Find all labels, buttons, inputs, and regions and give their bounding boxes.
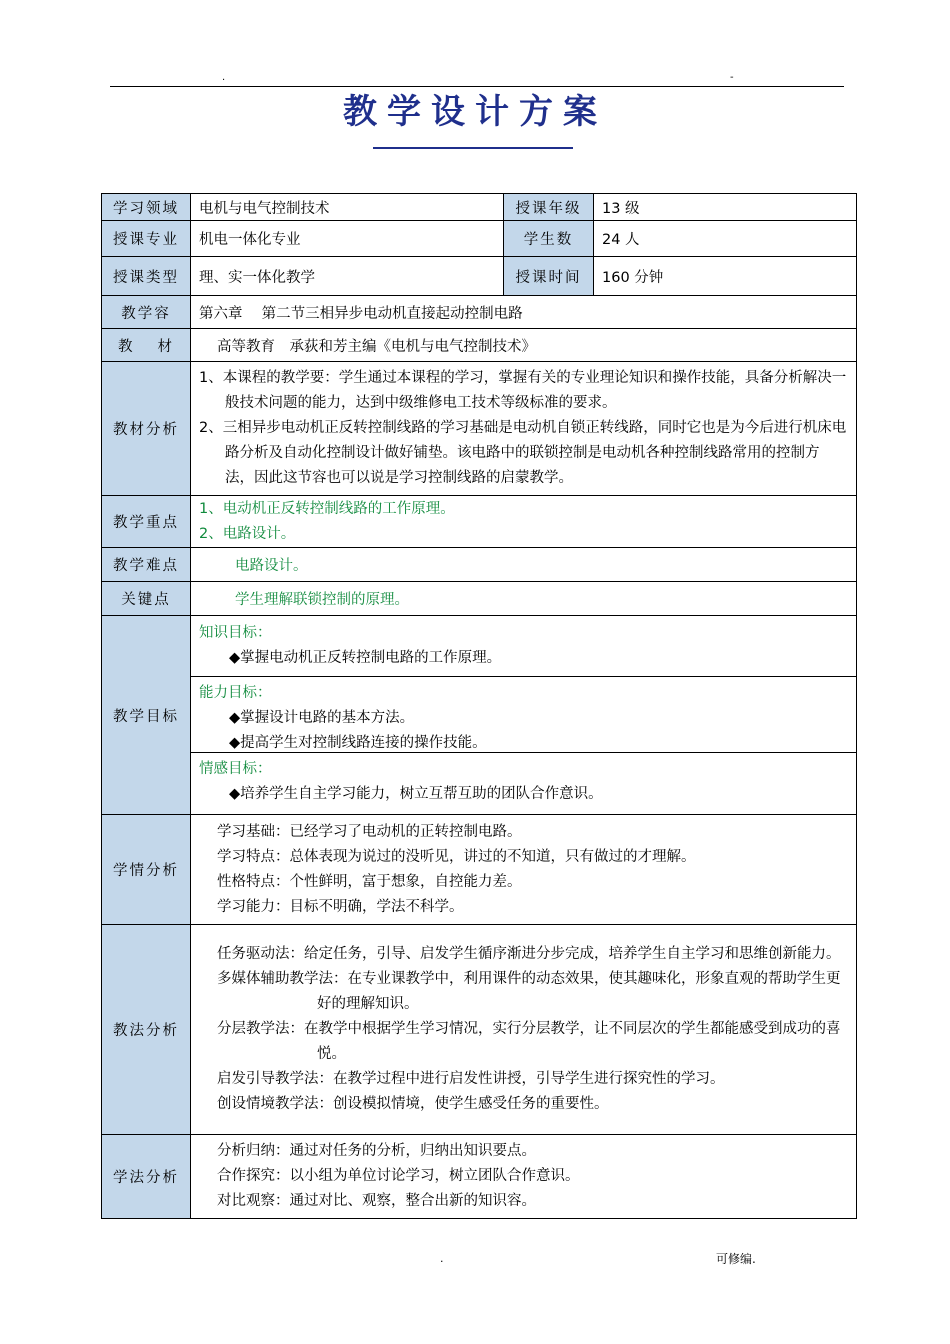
header-rule (110, 86, 844, 87)
study-item: 合作探究：以小组为单位讨论学习，树立团队合作意识。 (217, 1168, 580, 1184)
type-label: 授课类型 (102, 257, 191, 296)
field-label: 学习领域 (102, 194, 191, 221)
analysis-content (191, 362, 857, 496)
time-value: 160 分钟 (594, 257, 857, 296)
method-item: 分层教学法：在教学中根据学生学习情况，实行分层教学，让不同层次的学生都能感受到成功的喜悦。 (217, 1021, 841, 1062)
key-point-item: 1、电动机正反转控制线路的工作原理。 (199, 500, 455, 517)
emotion-item: ◆培养学生自主学习能力，树立互帮互助的团队合作意识。 (229, 786, 603, 802)
emotion-objectives (191, 753, 856, 813)
header-left-mark: . (222, 72, 226, 83)
learner-item: 学习基础：已经学习了电动机的正转控制电路。 (217, 823, 522, 840)
footer-dot: . (440, 1252, 444, 1265)
analysis-item: 1、本课程的教学要：学生通过本课程的学习，掌握有关的专业理论知识和操作技能，具备分析解决一般技术问题的能力，达到中级维修电工技术等级标准的要求。 (199, 370, 847, 411)
count-label: 学生数 (504, 221, 594, 257)
learner-item: 学习能力：目标不明确，学法不科学。 (217, 898, 464, 915)
book-label: 教 材 (102, 329, 191, 362)
type-value: 理、实一体化教学 (191, 257, 504, 296)
difficulty-label: 教学难点 (102, 548, 191, 582)
content-value: 第六章 第二节三相异步电动机直接起动控制电路 (191, 296, 857, 329)
learner-content (191, 815, 857, 925)
learner-item: 学习特点：总体表现为说过的没听见，讲过的不知道，只有做过的才理解。 (217, 848, 696, 865)
knowledge-objectives (191, 617, 856, 677)
ability-item: ◆掌握设计电路的基本方法。 (229, 710, 415, 726)
time-label: 授课时间 (504, 257, 594, 296)
grade-label: 授课年级 (504, 194, 594, 221)
book-value: 高等教育 承荻和芳主编《电机与电气控制技术》 (191, 329, 857, 362)
method-item: 启发引导教学法：在教学过程中进行启发性讲授，引导学生进行探究性的学习。 (217, 1071, 725, 1087)
methods-label: 教法分析 (102, 925, 191, 1135)
emotion-title: 情感目标： (199, 761, 272, 777)
study-item: 对比观察：通过对比、观察，整合出新的知识容。 (217, 1193, 536, 1209)
crux-value: 学生理解联锁控制的原理。 (191, 582, 857, 616)
grade-value: 13 级 (594, 194, 857, 221)
title-underline (373, 147, 573, 149)
objectives-content (191, 616, 857, 815)
major-label: 授课专业 (102, 221, 191, 257)
methods-content (191, 925, 857, 1135)
key-point-item: 2、电路设计。 (199, 525, 296, 542)
content-label: 教学容 (102, 296, 191, 329)
ability-objectives (191, 677, 856, 753)
analysis-item: 2、三相异步电动机正反转控制线路的学习基础是电动机自锁正转线路，同时它也是为今后进行机床电路分析及自动化控制设计做好铺垫。该电路中的联锁控制是电动机各种控制线路常用的控制方法，因此这节容也可以说是学习控制线路的启蒙教学。 (199, 420, 847, 486)
knowledge-item: ◆掌握电动机正反转控制电路的工作原理。 (229, 650, 502, 666)
study-content (191, 1135, 857, 1219)
method-item: 任务驱动法：给定任务，引导、启发学生循序渐进分步完成，培养学生自主学习和思维创新能力。 (217, 946, 841, 962)
study-label: 学法分析 (102, 1135, 191, 1219)
header-right-mark: - (730, 72, 734, 83)
ability-item: ◆提高学生对控制线路连接的操作技能。 (229, 735, 487, 751)
page-title: 教学设计方案 (343, 92, 607, 132)
method-item: 创设情境教学法：创设模拟情境，使学生感受任务的重要性。 (217, 1096, 609, 1112)
key-points-content (191, 496, 857, 548)
learner-item: 性格特点：个性鲜明，富于想象，自控能力差。 (217, 873, 522, 890)
field-value: 电机与电气控制技术 (191, 194, 504, 221)
knowledge-title: 知识目标： (199, 625, 272, 641)
ability-title: 能力目标： (199, 685, 272, 701)
study-item: 分析归纳：通过对任务的分析，归纳出知识要点。 (217, 1143, 536, 1159)
learner-label: 学情分析 (102, 815, 191, 925)
difficulty-value: 电路设计。 (191, 548, 857, 582)
footer-text: 可修编. (716, 1252, 756, 1266)
key-points-label: 教学重点 (102, 496, 191, 548)
objectives-label: 教学目标 (102, 616, 191, 815)
lesson-plan-table (101, 193, 857, 1219)
major-value: 机电一体化专业 (191, 221, 504, 257)
count-value: 24 人 (594, 221, 857, 257)
crux-label: 关键点 (102, 582, 191, 616)
analysis-label: 教材分析 (102, 362, 191, 496)
method-item: 多媒体辅助教学法：在专业课教学中，利用课件的动态效果，使其趣味化，形象直观的帮助学生更好的理解知识。 (217, 971, 841, 1012)
